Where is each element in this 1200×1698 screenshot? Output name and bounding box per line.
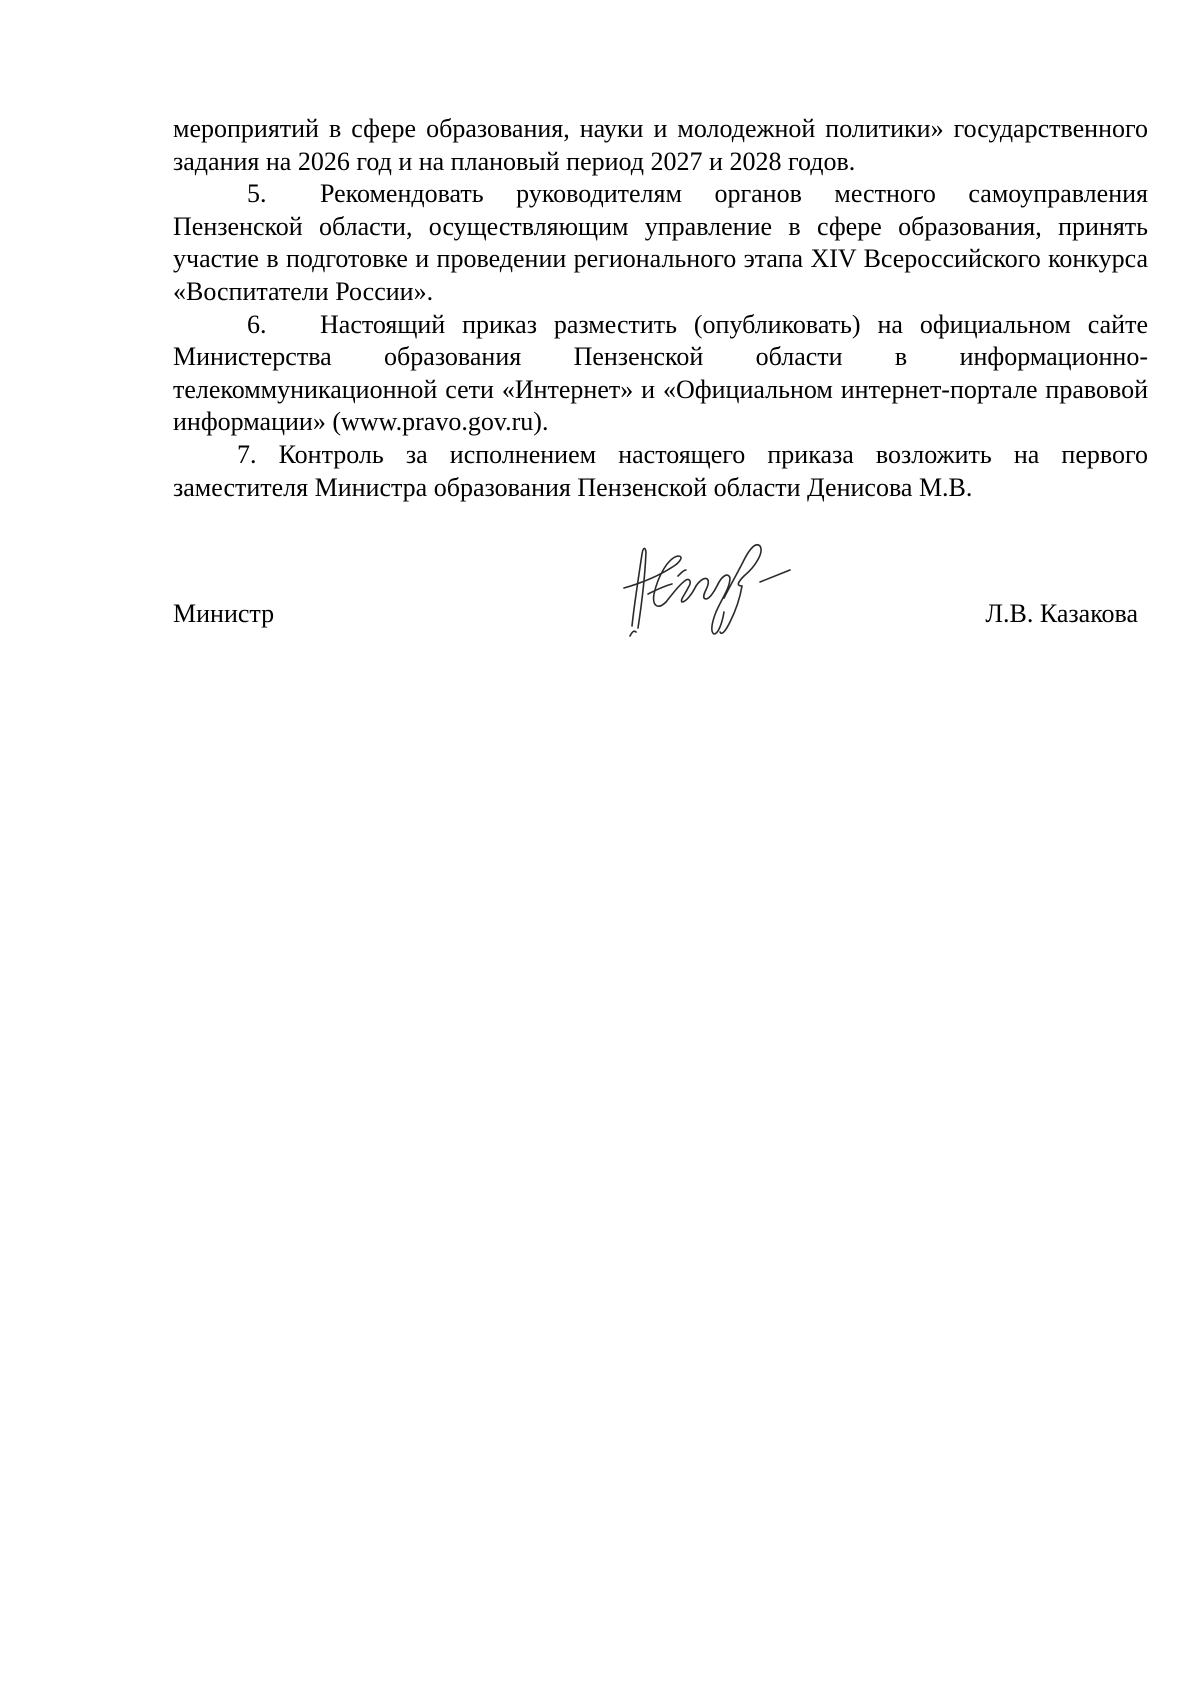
paragraph-item-5 <box>173 178 1148 308</box>
item-number: 6. <box>247 309 267 339</box>
paragraph-continuation <box>173 113 1148 178</box>
paragraph-item-7 <box>173 439 1148 504</box>
signatory-position: Министр <box>173 599 275 628</box>
paragraph-text: 7. Контроль за исполнением настоящего приказа возложить на первого заместителя Министра образования Пензенской области Денисова М.В. <box>173 439 1148 502</box>
paragraph-text: Рекомендовать руководителям органов местного самоуправления Пензенской области, осуществляющим управление в сфере образования, принять участие в подготовке и проведении регионального этапа XIV Всероссийского конкурса «Воспитатели России». <box>173 179 1148 306</box>
item-number: 5. <box>247 179 267 209</box>
paragraph-item-6 <box>173 309 1148 439</box>
paragraph-text: мероприятий в сфере образования, науки и молодежной политики» государственного задания на 2026 год и на плановый период 2027 и 2028 годов. <box>173 114 1148 176</box>
document-body <box>173 113 1148 504</box>
paragraph-text: Настоящий приказ разместить (опубликовать) на официальном сайте Министерства образования Пензенской области в информационно-телекоммуникационной сети «Интернет» и «Официальном интернет-портале правовой информации» (www.pravo.gov.ru). <box>173 309 1148 437</box>
signature-block <box>173 598 1148 638</box>
signatory-name: Л.В. Казакова <box>985 599 1138 628</box>
